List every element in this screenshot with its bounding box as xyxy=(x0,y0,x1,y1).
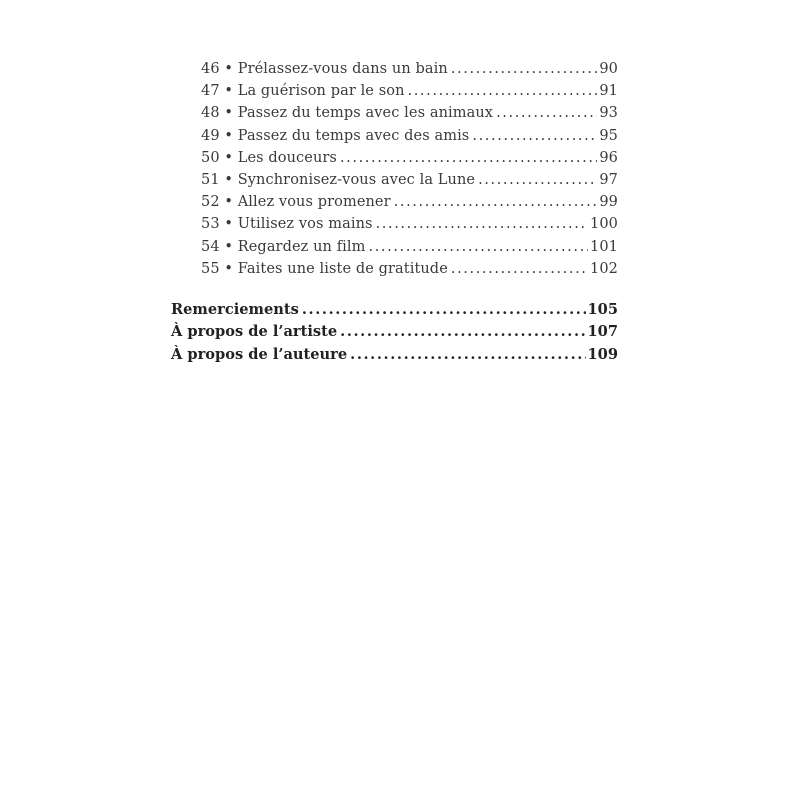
toc-entry xyxy=(201,213,618,235)
toc-entry-number: 46 xyxy=(201,61,220,77)
toc-page-number: 100 xyxy=(590,216,618,233)
toc-entry-label: Passez du temps avec les animaux xyxy=(237,105,494,122)
toc-entry-number: 49 xyxy=(201,127,220,144)
toc-page-number: 109 xyxy=(587,345,618,363)
toc-section-entry xyxy=(171,321,618,343)
toc-leader-dots xyxy=(496,102,597,124)
toc-entry-title: 48 • Passez du temps avec les animaux xyxy=(201,105,494,122)
toc-entry xyxy=(201,58,618,80)
toc-page-number: 96 xyxy=(599,149,618,166)
toc-entry-title: 53 • Utilisez vos mains xyxy=(201,216,373,233)
toc-page-number: 97 xyxy=(599,171,618,188)
toc-page-number: 99 xyxy=(599,194,618,211)
toc-leader-dots xyxy=(472,125,597,147)
toc-entry-number: 53 xyxy=(201,216,220,233)
toc-leader-dots xyxy=(394,191,598,213)
toc-entry-number: 51 xyxy=(201,171,220,188)
toc-leader-dots xyxy=(340,147,597,169)
toc-entry xyxy=(201,169,618,191)
toc-page-number: 105 xyxy=(587,301,618,318)
toc-section-title: À propos de l’auteure xyxy=(171,345,348,363)
toc-entry-number: 50 xyxy=(201,149,220,166)
toc-entry-label: Utilisez vos mains xyxy=(237,216,373,233)
toc-section-entry xyxy=(171,299,618,321)
toc-leader-dots xyxy=(302,299,586,321)
toc-entry-title: 46 • Prélassez-vous dans un bain xyxy=(201,61,448,77)
toc-section-title: Remerciements xyxy=(171,301,299,318)
toc-leader-dots xyxy=(340,321,585,343)
toc-entry-title: 49 • Passez du temps avec des amis xyxy=(201,127,470,144)
toc-entry xyxy=(201,80,618,102)
toc-section-list xyxy=(171,299,618,366)
toc-page-number: 107 xyxy=(587,323,618,341)
toc-leader-dots xyxy=(368,236,588,258)
toc-entry-label: Prélassez-vous dans un bain xyxy=(237,61,448,77)
toc-entry-title: 47 • La guérison par le son xyxy=(201,83,405,100)
toc-page-number: 101 xyxy=(590,238,618,255)
toc-entry-title: 55 • Faites une liste de gratitude xyxy=(201,260,448,277)
toc-leader-dots xyxy=(451,58,598,80)
toc-leader-dots xyxy=(451,258,588,280)
toc-entry-label: Synchronisez-vous avec la Lune xyxy=(237,171,476,188)
toc-entry-number: 54 xyxy=(201,238,220,255)
toc-entry-label: Allez vous promener xyxy=(237,194,391,211)
toc-entry-number: 55 xyxy=(201,260,220,277)
toc-entry-label: Les douceurs xyxy=(237,149,337,166)
toc-entry-label: La guérison par le son xyxy=(237,83,405,100)
toc-page-number: 91 xyxy=(599,83,618,100)
toc-entry xyxy=(201,102,618,124)
toc-leader-dots xyxy=(408,80,598,102)
toc-entry-label: Regardez un film xyxy=(237,238,366,255)
toc-page-number: 95 xyxy=(599,127,618,144)
toc-page-number: 90 xyxy=(599,61,618,77)
toc-entry-number: 52 xyxy=(201,194,220,211)
toc-section-entry xyxy=(171,344,618,366)
toc-section-title: À propos de l’artiste xyxy=(171,323,338,341)
toc-entry xyxy=(201,125,618,147)
toc-chapter-list xyxy=(201,58,618,280)
toc-page-number: 93 xyxy=(599,105,618,122)
toc-entry xyxy=(201,191,618,213)
toc-entry-title: 52 • Allez vous promener xyxy=(201,194,391,211)
toc-page-number: 102 xyxy=(590,260,618,277)
toc-entry-title: 54 • Regardez un film xyxy=(201,238,366,255)
toc-entry-title: 50 • Les douceurs xyxy=(201,149,337,166)
toc-entry-label: Faites une liste de gratitude xyxy=(237,260,448,277)
toc-entry-title: 51 • Synchronisez-vous avec la Lune xyxy=(201,171,476,188)
toc-entry xyxy=(201,258,618,280)
toc-leader-dots xyxy=(376,213,588,235)
toc-entry-number: 48 xyxy=(201,105,220,122)
toc-leader-dots xyxy=(478,169,597,191)
toc-entry-number: 47 xyxy=(201,83,220,100)
toc-entry-label: Passez du temps avec des amis xyxy=(237,127,470,144)
toc-entry xyxy=(201,236,618,258)
toc-leader-dots xyxy=(350,344,585,366)
toc-entry xyxy=(201,147,618,169)
